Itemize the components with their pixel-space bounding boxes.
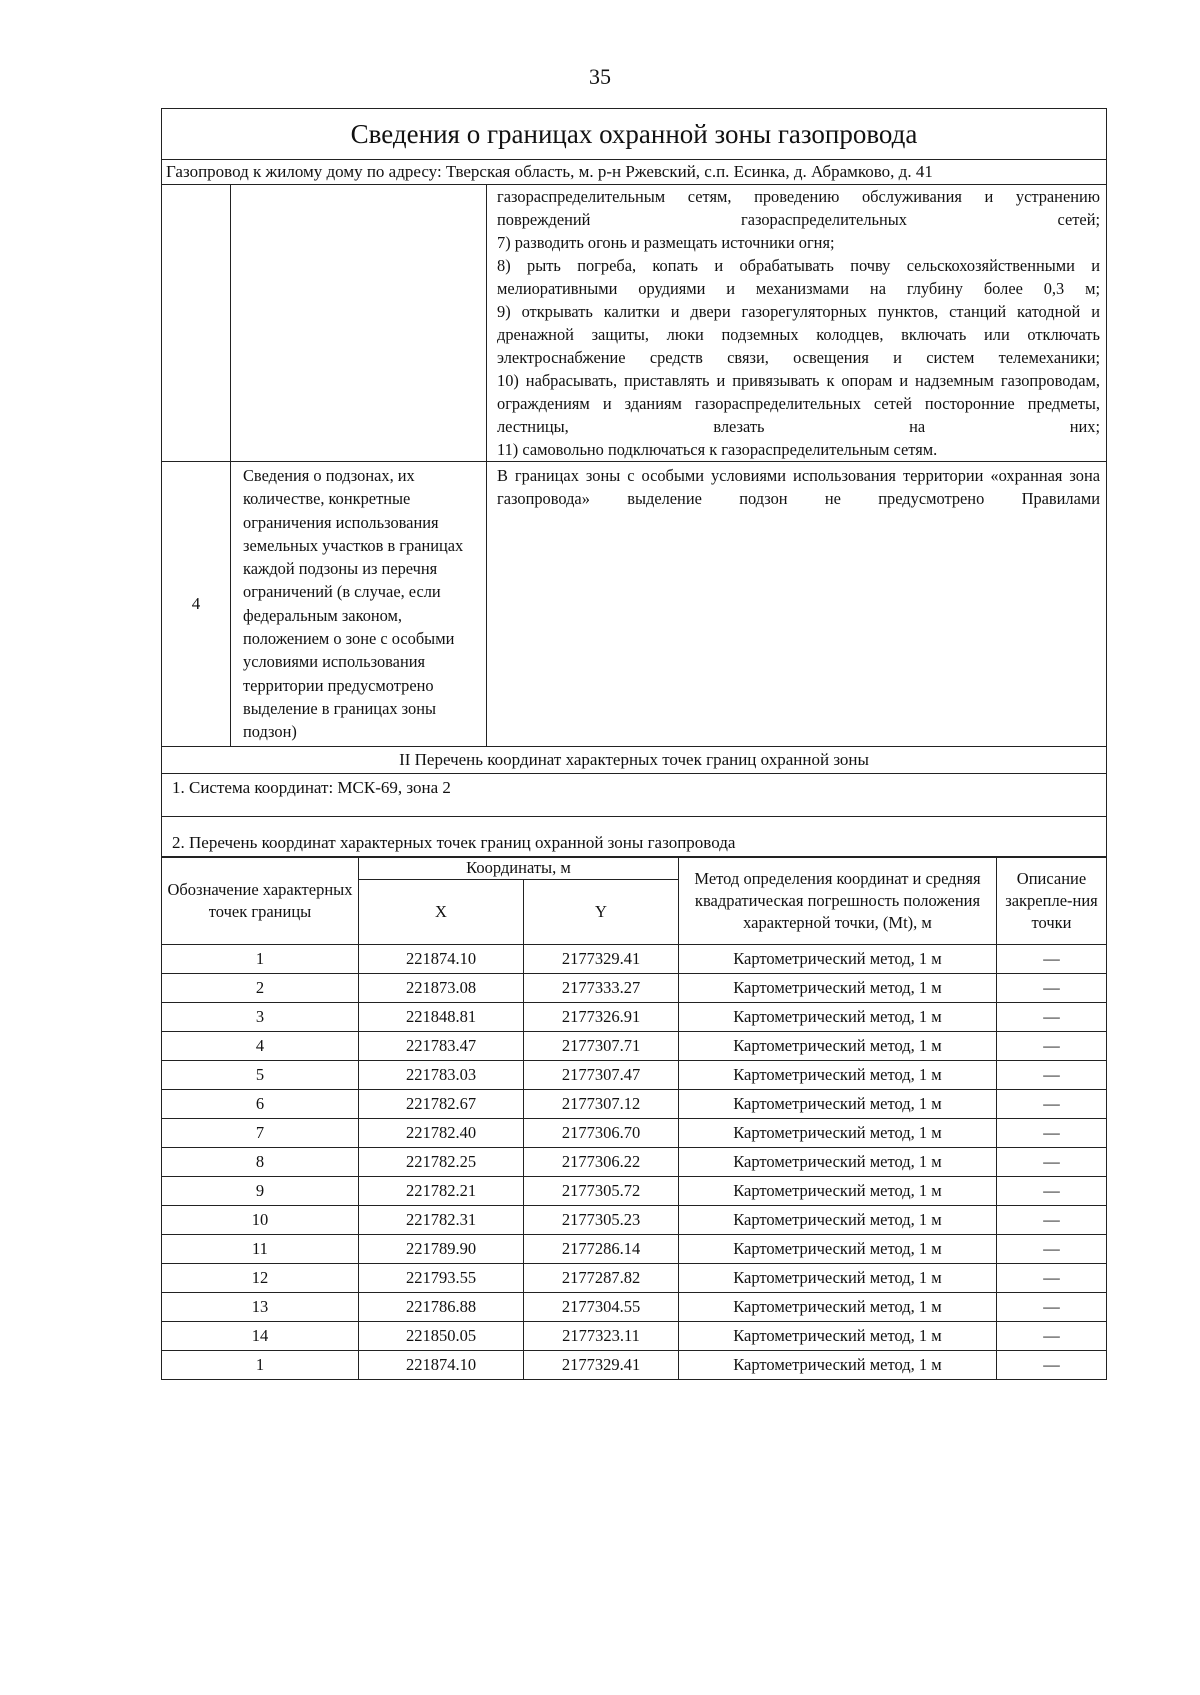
cell-description: — [997,1322,1107,1351]
table-row [162,1177,1107,1206]
restrictions-list [487,185,1107,462]
cell-description: — [997,1293,1107,1322]
cell-description: — [997,1177,1107,1206]
cell-x: 221782.40 [359,1119,524,1148]
cell-description: — [997,945,1107,974]
header-y: Y [524,880,679,945]
restriction-item: газораспределительным сетям, проведению обслуживания и устранению повреждений газораспределительных сетей; [497,187,1101,229]
restriction-item: 10) набрасывать, приставлять и привязывать к опорам и надземным газопроводам, ограждениям и зданиям газораспределительных сетей посторонние предметы, лестницы, влезать на них; [497,371,1101,436]
cell-description: — [997,1061,1107,1090]
table-row [162,945,1107,974]
cell-x: 221874.10 [359,945,524,974]
coordinates-table [161,856,1107,1380]
cell-method: Картометрический метод, 1 м [679,1032,997,1061]
cell-description: — [997,1351,1107,1380]
table-row [162,1351,1107,1380]
cell-method: Картометрический метод, 1 м [679,1206,997,1235]
cell-y: 2177329.41 [524,945,679,974]
cell-y: 2177306.22 [524,1148,679,1177]
cell-point: 7 [162,1119,359,1148]
row3-number-cell [162,185,231,462]
table-row [162,1119,1107,1148]
cell-point: 1 [162,945,359,974]
cell-point: 12 [162,1264,359,1293]
cell-description: — [997,1206,1107,1235]
cell-method: Картометрический метод, 1 м [679,1119,997,1148]
header-method: Метод определения координат и средняя квадратическая погрешность положения характерной точки, (Mt), м [679,857,997,945]
row4-value: В границах зоны с особыми условиями использования территории «охранная зона газопровода» выделение подзон не предусмотрено Правилами [487,462,1107,747]
restriction-item: 11) самовольно подключаться к газораспределительным сетям. [497,440,938,459]
zone-info-table [161,108,1107,858]
cell-y: 2177307.47 [524,1061,679,1090]
cell-x: 221850.05 [359,1322,524,1351]
header-description: Описание закрепле-ния точки [997,857,1107,945]
cell-x: 221782.31 [359,1206,524,1235]
cell-x: 221789.90 [359,1235,524,1264]
cell-x: 221782.25 [359,1148,524,1177]
cell-point: 14 [162,1322,359,1351]
row4-label: Сведения о подзонах, их количестве, конкретные ограничения использования земельных участков в границах каждой подзоны из перечня ограничений (в случае, если федеральным законом, положением о зоне с особыми условиями использования территории предусмотрено выделение в границах зоны подзон) [231,462,487,747]
cell-x: 221793.55 [359,1264,524,1293]
table-row [162,1061,1107,1090]
cell-point: 4 [162,1032,359,1061]
cell-x: 221782.21 [359,1177,524,1206]
cell-point: 5 [162,1061,359,1090]
header-point: Обозначение характерных точек границы [162,857,359,945]
cell-point: 2 [162,974,359,1003]
cell-method: Картометрический метод, 1 м [679,945,997,974]
cell-description: — [997,1235,1107,1264]
table-row [162,1090,1107,1119]
document-body [161,108,1106,1380]
table-row [162,1003,1107,1032]
cell-x: 221783.47 [359,1032,524,1061]
cell-method: Картометрический метод, 1 м [679,1235,997,1264]
row3-label-cell [231,185,487,462]
cell-y: 2177326.91 [524,1003,679,1032]
cell-y: 2177287.82 [524,1264,679,1293]
cell-y: 2177306.70 [524,1119,679,1148]
cell-x: 221782.67 [359,1090,524,1119]
table-row [162,1148,1107,1177]
cell-point: 10 [162,1206,359,1235]
restriction-item: 8) рыть погреба, копать и обрабатывать почву сельскохозяйственными и мелиоративными орудиями и механизмами на глубину более 0,3 м; [497,256,1101,298]
cell-method: Картометрический метод, 1 м [679,1090,997,1119]
cell-y: 2177333.27 [524,974,679,1003]
cell-method: Картометрический метод, 1 м [679,974,997,1003]
cell-point: 8 [162,1148,359,1177]
table-row [162,1206,1107,1235]
table-row [162,1293,1107,1322]
cell-x: 221874.10 [359,1351,524,1380]
cell-x: 221786.88 [359,1293,524,1322]
table-row [162,1322,1107,1351]
cell-method: Картометрический метод, 1 м [679,1061,997,1090]
cell-y: 2177304.55 [524,1293,679,1322]
cell-y: 2177305.72 [524,1177,679,1206]
cell-x: 221783.03 [359,1061,524,1090]
coord-system: 1. Система координат: МСК-69, зона 2 [162,773,1107,816]
restriction-item: 9) открывать калитки и двери газорегуляторных пунктов, станций катодной и дренажной защиты, люки подземных колодцев, включать или отключать электроснабжение средств связи, освещения и систем телемеханики; [497,302,1101,367]
cell-method: Картометрический метод, 1 м [679,1351,997,1380]
coordinates-rows [162,945,1107,1380]
table-row [162,1235,1107,1264]
cell-point: 1 [162,1351,359,1380]
cell-y: 2177307.12 [524,1090,679,1119]
document-subtitle: Газопровод к жилому дому по адресу: Тверская область, м. р-н Ржевский, с.п. Есинка, д. Абрамково, д. 41 [162,160,1107,185]
cell-y: 2177307.71 [524,1032,679,1061]
cell-description: — [997,1032,1107,1061]
restriction-item: 7) разводить огонь и размещать источники огня; [497,233,835,252]
cell-y: 2177305.23 [524,1206,679,1235]
cell-method: Картометрический метод, 1 м [679,1322,997,1351]
cell-method: Картометрический метод, 1 м [679,1003,997,1032]
table-row [162,1032,1107,1061]
cell-point: 13 [162,1293,359,1322]
cell-method: Картометрический метод, 1 м [679,1177,997,1206]
cell-y: 2177286.14 [524,1235,679,1264]
cell-description: — [997,1148,1107,1177]
cell-description: — [997,974,1107,1003]
cell-x: 221848.81 [359,1003,524,1032]
cell-description: — [997,1264,1107,1293]
cell-description: — [997,1119,1107,1148]
coord-list-title: 2. Перечень координат характерных точек границ охранной зоны газопровода [162,816,1107,857]
cell-y: 2177329.41 [524,1351,679,1380]
cell-method: Картометрический метод, 1 м [679,1264,997,1293]
cell-description: — [997,1003,1107,1032]
cell-y: 2177323.11 [524,1322,679,1351]
header-coordinates: Координаты, м [359,857,679,880]
cell-point: 3 [162,1003,359,1032]
cell-point: 6 [162,1090,359,1119]
cell-point: 11 [162,1235,359,1264]
document-title: Сведения о границах охранной зоны газопровода [162,109,1107,160]
table-row [162,974,1107,1003]
cell-method: Картометрический метод, 1 м [679,1148,997,1177]
cell-description: — [997,1090,1107,1119]
cell-x: 221873.08 [359,974,524,1003]
cell-point: 9 [162,1177,359,1206]
header-x: X [359,880,524,945]
section2-title: II Перечень координат характерных точек границ охранной зоны [162,746,1107,773]
table-row [162,1264,1107,1293]
cell-method: Картометрический метод, 1 м [679,1293,997,1322]
row4-number: 4 [162,462,231,747]
page-number: 35 [589,64,611,89]
